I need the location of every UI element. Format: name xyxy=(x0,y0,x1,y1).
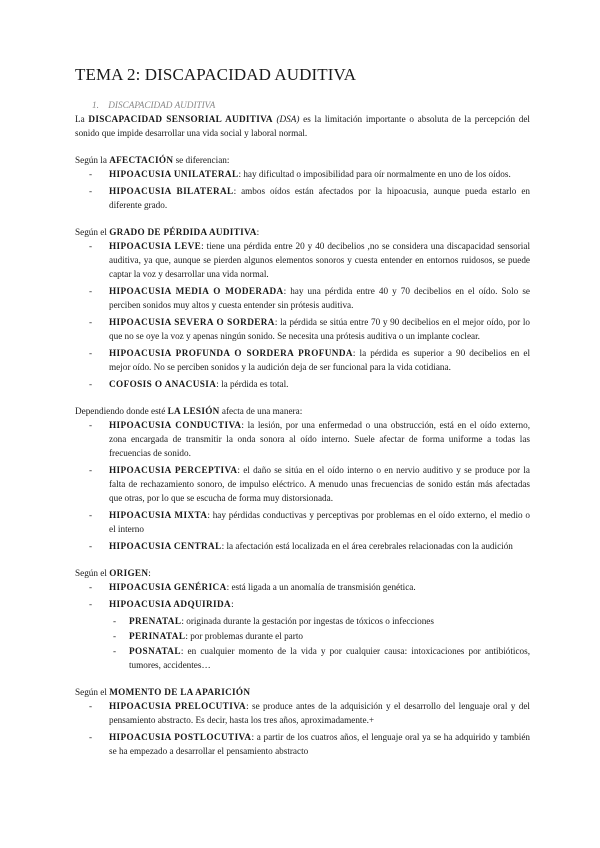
item-text: : la pérdida es total. xyxy=(216,379,289,389)
list-item xyxy=(89,580,530,594)
list-item xyxy=(89,167,530,181)
bullet-list xyxy=(75,418,530,553)
lead-term: AFECTACIÓN xyxy=(109,155,174,165)
item-term: HIPOACUSIA POSTLOCUTIVA xyxy=(109,732,252,742)
sub-list-item xyxy=(113,644,530,672)
section-subheading xyxy=(92,98,530,112)
item-text: : hay dificultad o imposibilidad para oír normalmente en uno de los oídos. xyxy=(238,169,511,179)
lead-term: GRADO DE PÉRDIDA AUDITIVA xyxy=(109,227,257,237)
item-text: : el daño se sitúa en el oído interno o en nervio auditivo y se produce por la falta de rechazamiento sonoro, de impulso eléctrico. A menudo unas frecuencias de sonido están más afectadas que otras, por lo que se escucha de forma muy distorsionada. xyxy=(109,465,530,503)
item-text: : ambos oídos están afectados por la hipoacusia, aunque pueda estarlo en diferente grado. xyxy=(109,186,530,210)
lead-pre: Según el xyxy=(75,687,110,697)
sub-list-item xyxy=(113,629,530,643)
list-item xyxy=(89,508,530,536)
item-text: : la afectación está localizada en el área cerebrales relacionadas con la audición xyxy=(221,541,513,551)
sub-list-item xyxy=(113,614,530,628)
item-text: : la lesión, por una enfermedad o una obstrucción, está en el oído externo, zona encargada de transmitir la onda sonora al oído interno. Suele afectar de forma uniforme a todas las frecuencias de sonido. xyxy=(109,420,530,458)
list-item xyxy=(89,597,530,611)
list-item xyxy=(89,184,530,212)
sub-bullet-list xyxy=(75,614,530,672)
list-item xyxy=(89,239,530,281)
lead-term: MOMENTO DE LA APARICIÓN xyxy=(109,687,251,697)
item-term: HIPOACUSIA GENÉRICA xyxy=(109,582,227,592)
lead-term: ORIGEN xyxy=(109,568,149,578)
item-term: HIPOACUSIA SEVERA O SORDERA xyxy=(109,317,275,327)
item-text: : se produce antes de la adquisición y el desarrollo del lenguaje oral y del pensamiento abstracto. Es decir, hasta los tres años, aproximadamente.+ xyxy=(109,701,530,725)
section-afectacion xyxy=(75,153,530,212)
section-lead xyxy=(75,404,530,418)
list-item xyxy=(89,346,530,374)
section-momento-aparicion xyxy=(75,685,530,758)
intro-text: es la limitación importante o absoluta de la percepción del sonido que impide desarrollar una vida social y laboral normal. xyxy=(75,114,530,138)
list-item xyxy=(89,539,530,553)
section-grado-perdida xyxy=(75,225,530,391)
lead-post: : xyxy=(256,227,260,237)
subitem-text: : por problemas durante el parto xyxy=(185,631,303,641)
item-term: COFOSIS O ANACUSIA xyxy=(109,379,217,389)
lead-post: se diferencian: xyxy=(173,155,230,165)
item-term: HIPOACUSIA PRELOCUTIVA xyxy=(109,701,247,711)
bullet-list xyxy=(75,580,530,611)
item-text: : la pérdida es superior a 90 decibelios en el mejor oído. No se perciben sonidos y la audición deja de ser funcional para la vida cotidiana. xyxy=(109,348,531,372)
item-text: : hay una pérdida entre 40 y 70 decibelios en el oído. Solo se perciben sonidos muy altos y cuesta entender sin prótesis auditiva. xyxy=(109,286,530,310)
item-text: : a partir de los cuatros años, el lenguaje oral ya se ha adquirido y también se ha empezado a desarrollar el pensamiento abstracto xyxy=(109,732,530,756)
list-item xyxy=(89,730,530,758)
intro-abbr: (DSA) xyxy=(272,114,300,124)
intro-term: DISCAPACIDAD SENSORIAL AUDITIVA xyxy=(88,114,273,124)
intro-pre: La xyxy=(75,114,89,124)
intro-paragraph xyxy=(75,112,530,140)
section-lead xyxy=(75,153,530,167)
lead-pre: Según el xyxy=(75,568,110,578)
section-lesion xyxy=(75,404,530,553)
section-lead xyxy=(75,566,530,580)
item-text: : hay pérdidas conductivas y perceptivas por problemas en el oído externo, el medio o el interno xyxy=(109,510,530,534)
item-text: : xyxy=(231,599,234,609)
lead-pre: Según la xyxy=(75,155,110,165)
subitem-text: : originada durante la gestación por ingestas de tóxicos o infecciones xyxy=(181,616,434,626)
item-term: HIPOACUSIA MEDIA O MODERADA xyxy=(109,286,284,296)
section-lead xyxy=(75,225,530,239)
lead-pre: Según el xyxy=(75,227,110,237)
item-term: HIPOACUSIA ADQUIRIDA xyxy=(109,599,232,609)
page-title: TEMA 2: DISCAPACIDAD AUDITIVA xyxy=(75,65,357,84)
list-item xyxy=(89,315,530,343)
list-item xyxy=(89,418,530,460)
subheading-text: DISCAPACIDAD AUDITIVA xyxy=(108,100,216,110)
bullet-list xyxy=(75,239,530,391)
list-item xyxy=(89,377,530,391)
lead-term: LA LESIÓN xyxy=(167,406,220,416)
bullet-list xyxy=(75,167,530,212)
bullet-list xyxy=(75,699,530,758)
item-term: HIPOACUSIA PROFUNDA O SORDERA PROFUNDA xyxy=(109,348,353,358)
subheading-number: 1. xyxy=(92,100,99,110)
section-lead xyxy=(75,685,530,699)
section-origen xyxy=(75,566,530,672)
item-term: HIPOACUSIA BILATERAL xyxy=(109,186,234,196)
item-term: HIPOACUSIA UNILATERAL xyxy=(109,169,239,179)
item-term: HIPOACUSIA MIXTA xyxy=(109,510,208,520)
subitem-text: : en cualquier momento de la vida y por cualquier causa: intoxicaciones por antibióticos, tumores, accidentes… xyxy=(129,646,530,670)
subitem-term: POSNATAL xyxy=(129,646,181,656)
lead-post: afecta de una manera: xyxy=(219,406,303,416)
list-item xyxy=(89,699,530,727)
item-term: HIPOACUSIA CONDUCTIVA xyxy=(109,420,242,430)
list-item xyxy=(89,284,530,312)
item-text: : la pérdida se sitúa entre 70 y 90 decibelios en el mejor oído, por lo que no se oye la voz y apenas ningún sonido. Se necesita una prótesis auditiva o un implante coclear. xyxy=(109,317,530,341)
subitem-term: PRENATAL xyxy=(129,616,182,626)
list-item xyxy=(89,463,530,505)
subitem-term: PERINATAL xyxy=(129,631,186,641)
item-term: HIPOACUSIA PERCEPTIVA xyxy=(109,465,238,475)
item-text: : tiene una pérdida entre 20 y 40 decibelios ,no se considera una discapacidad sensorial auditiva, ya que, aunque se pierden algunos elementos sonoros y cuesta entender en entornos ruidosos, se puede captar la voz y desarrollar una vida normal. xyxy=(109,241,530,279)
lead-post: : xyxy=(148,568,151,578)
item-text: : está ligada a un anomalía de transmisión genética. xyxy=(226,582,416,592)
item-term: HIPOACUSIA CENTRAL xyxy=(109,541,222,551)
lead-pre: Dependiendo donde esté xyxy=(75,406,168,416)
item-term: HIPOACUSIA LEVE xyxy=(109,241,202,251)
